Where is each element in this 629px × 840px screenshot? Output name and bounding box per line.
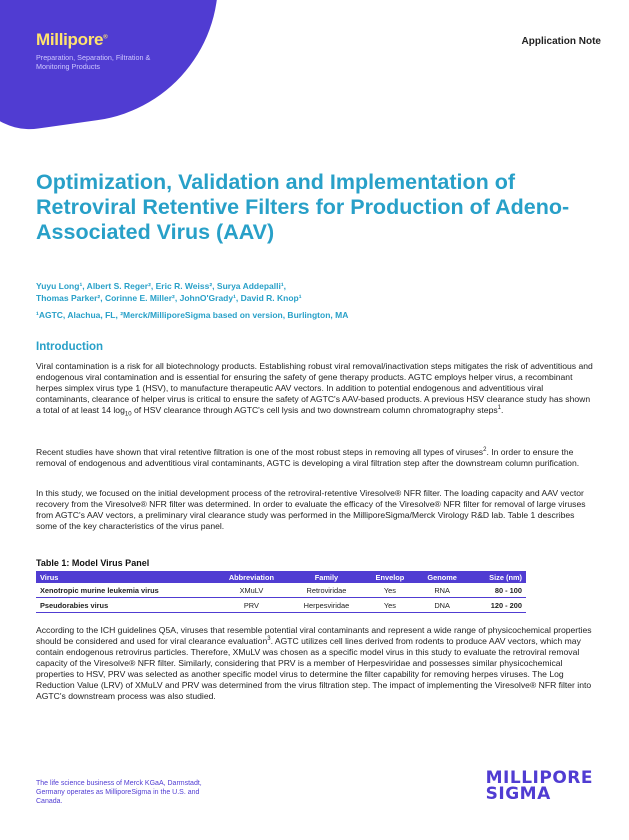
table-cell: XMuLV (214, 583, 289, 598)
table-row (36, 598, 526, 613)
table-cell: 80 - 100 (469, 583, 526, 598)
table-row (36, 583, 526, 598)
brand-logo: Millipore® (36, 30, 108, 49)
column-header: Envelop (364, 571, 416, 583)
column-header: Size (nm) (469, 571, 526, 583)
paragraph-1: Viral contamination is a risk for all biotechnology products. Establishing robust viral removal/inactivation steps mitigates the risk of adventitious and endogenous viral contamination and is essential for ensuring the safety of gene therapy products. AGTC employs helper virus, a recombinant herpes simplex virus type 1 (HSV), to manufacture therapeutic AAV vectors. In addition to potential endogenous and adventitious viral contaminants, clearance of helper virus is critical to ensure the safety of AGTC's AAV-based products. A previous HSV clearance study has shown a total of at least 14 $\log_{10}$ of HSV clearance through AGTC's cell lysis and two downstream column chromatography steps$^1$. (36, 361, 593, 418)
table-cell: Xenotropic murine leukemia virus (36, 583, 214, 598)
affiliations: ¹AGTC, Alachua, FL, ²Merck/MilliporeSigma based on version, Burlington, MA (36, 310, 349, 320)
column-header: Family (289, 571, 364, 583)
footer-note: The life science business of Merck KGaA, Darmstadt, Germany operates as MilliporeSigma in the U.S. and Canada. (36, 780, 202, 805)
table-cell: 120 - 200 (469, 598, 526, 613)
section-heading-introduction: Introduction (36, 341, 104, 353)
column-header: Virus (36, 571, 214, 583)
milliporesigma-logo: MILLIPORE SIGMA (485, 768, 593, 804)
column-header: Abbreviation (214, 571, 289, 583)
brand-tagline: Preparation, Separation, Filtration & Monitoring Products (36, 53, 151, 71)
page-title: Optimization, Validation and Implementation of Retroviral Retentive Filters for Production of Adeno-Associated Virus (AAV) (36, 170, 570, 244)
table-cell: Herpesviridae (289, 598, 364, 613)
brand-block (36, 30, 176, 71)
document-type: Application Note (521, 36, 601, 47)
table-cell: Yes (364, 583, 416, 598)
table-header-row (36, 571, 526, 583)
paragraph-4: According to the ICH guidelines Q5A, viruses that resemble potential viral contaminants and represent a wide range of physicochemical properties should be considered and used for viral clearance evaluation$^3$. AGTC utilizes cell lines derived from rodents to produce AAV vectors, which may contain endogenous retrovirus particles. Therefore, XMuLV was chosen as a specific model virus in this study to evaluate the retroviral removal capacity of the Viresolve® NFR filter. Similarly, considering that PRV is a member of Herpesviridae and possesses similar physicochemical properties to HSV, PRV was selected as another specific model virus to determine the filter capability for removing herpes viruses. The Log Reduction Value (LRV) of XMuLV and PRV was determined from the virus filtration step. The impact of implementing the Viresolve® NFR filter into AGTC's downstream process was also studied. (36, 625, 592, 701)
paragraph-2: Recent studies have shown that viral retentive filtration is one of the most robust steps in removing all types of viruses$^2$. In order to ensure the removal of endogenous and adventitious viral contaminants, AGTC is developing a viral filtration step after the downstream column purification. (36, 447, 580, 468)
paragraph-3: In this study, we focused on the initial development process of the retroviral-retentive Viresolve® NFR filter. The loading capacity and AAV vector recovery from the Viresolve® NFR filter was determined. In order to evaluate the efficacy of the Viresolve® NFR filter for removal of large viruses from AGTC's AAV vectors, a preliminary viral clearance study was performed in the MilliporeSigma/Merck Virology R&D lab. Table 1 describes some of the key characteristics of the virus panel. (36, 488, 586, 531)
table-cell: Yes (364, 598, 416, 613)
authors: Yuyu Long¹, Albert S. Reger², Eric R. Weiss², Surya Addepalli¹, Thomas Parker², Corinne E. Miller², JohnO'Grady¹, David R. Knop¹ (36, 281, 302, 303)
table-cell: Retroviridae (289, 583, 364, 598)
column-header: Genome (416, 571, 469, 583)
table-title: Table 1: Model Virus Panel (36, 558, 150, 568)
table-cell: RNA (416, 583, 469, 598)
table-cell: Pseudorabies virus (36, 598, 214, 613)
model-virus-table (36, 571, 526, 613)
table-cell: PRV (214, 598, 289, 613)
table-cell: DNA (416, 598, 469, 613)
